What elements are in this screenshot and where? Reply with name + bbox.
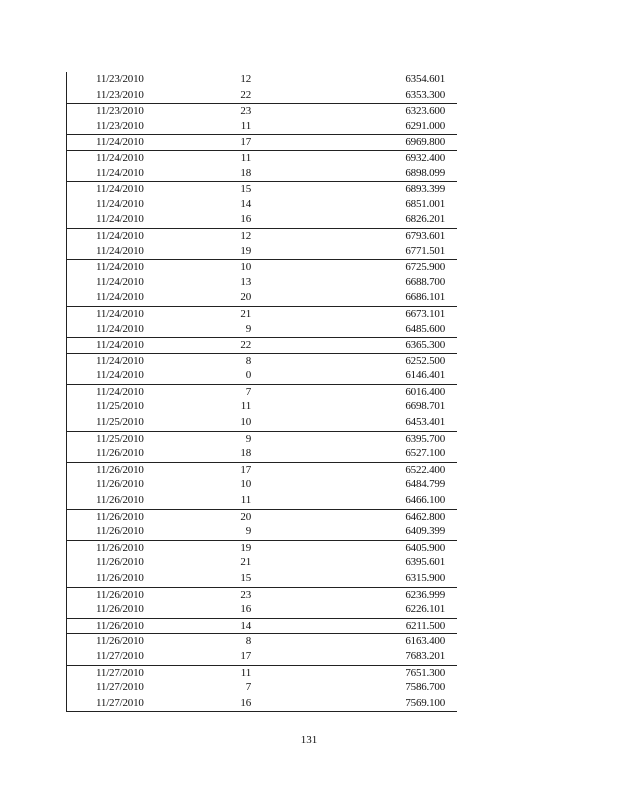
value-cell: 7586.700 <box>405 681 445 694</box>
value-cell: 6252.500 <box>405 354 445 367</box>
date-cell: 11/26/2010 <box>96 478 144 491</box>
hour-cell: 11 <box>240 151 251 164</box>
table-row <box>67 322 457 338</box>
hour-cell: 20 <box>240 291 251 304</box>
value-cell: 6016.400 <box>405 385 445 398</box>
table-row <box>67 399 457 415</box>
value-cell: 6226.101 <box>405 603 445 616</box>
value-cell: 6522.400 <box>405 463 445 476</box>
hour-cell: 10 <box>240 416 251 429</box>
value-cell: 6353.300 <box>405 88 445 101</box>
table-row <box>67 166 457 182</box>
date-cell: 11/26/2010 <box>96 494 144 507</box>
hour-cell: 10 <box>240 261 251 274</box>
table-row <box>67 602 457 618</box>
value-cell: 6462.800 <box>405 510 445 523</box>
value-cell: 6466.100 <box>405 494 445 507</box>
table-row <box>67 103 457 119</box>
date-cell: 11/24/2010 <box>96 166 144 179</box>
hour-cell: 11 <box>240 119 251 132</box>
date-cell: 11/24/2010 <box>96 261 144 274</box>
date-cell: 11/27/2010 <box>96 666 144 679</box>
date-cell: 11/26/2010 <box>96 635 144 648</box>
hour-cell: 17 <box>240 649 251 662</box>
table-row <box>67 119 457 135</box>
hour-cell: 0 <box>245 369 251 382</box>
value-cell: 6395.700 <box>405 432 445 445</box>
hour-cell: 17 <box>240 463 251 476</box>
date-cell: 11/26/2010 <box>96 603 144 616</box>
hour-cell: 21 <box>240 307 251 320</box>
date-cell: 11/24/2010 <box>96 244 144 257</box>
hour-cell: 17 <box>240 136 251 149</box>
value-cell: 6291.000 <box>405 119 445 132</box>
table-row <box>67 212 457 228</box>
table-row <box>67 462 457 478</box>
value-cell: 6485.600 <box>405 322 445 335</box>
table-row <box>67 618 457 634</box>
value-cell: 6484.799 <box>405 478 445 491</box>
value-cell: 6673.101 <box>405 307 445 320</box>
value-cell: 6236.999 <box>405 588 445 601</box>
table-row <box>67 181 457 197</box>
table-row <box>67 134 457 150</box>
hour-cell: 19 <box>240 244 251 257</box>
table-row <box>67 493 457 509</box>
date-cell: 11/26/2010 <box>96 525 144 538</box>
table-row <box>67 337 457 353</box>
data-table <box>66 72 457 712</box>
hour-cell: 23 <box>240 588 251 601</box>
value-cell: 6409.399 <box>405 525 445 538</box>
hour-cell: 14 <box>240 619 251 632</box>
table-row <box>67 555 457 571</box>
hour-cell: 18 <box>240 166 251 179</box>
table-row <box>67 197 457 213</box>
date-cell: 11/24/2010 <box>96 385 144 398</box>
value-cell: 6323.600 <box>405 105 445 118</box>
date-cell: 11/25/2010 <box>96 416 144 429</box>
date-cell: 11/24/2010 <box>96 275 144 288</box>
table-row <box>67 290 457 306</box>
date-cell: 11/24/2010 <box>96 136 144 149</box>
table-row <box>67 649 457 665</box>
table-row <box>67 353 457 369</box>
hour-cell: 16 <box>240 696 251 709</box>
table-row <box>67 228 457 244</box>
hour-cell: 18 <box>240 447 251 460</box>
date-cell: 11/24/2010 <box>96 213 144 226</box>
table-row <box>67 571 457 587</box>
value-cell: 6146.401 <box>405 369 445 382</box>
date-cell: 11/26/2010 <box>96 447 144 460</box>
table-row <box>67 384 457 400</box>
date-cell: 11/26/2010 <box>96 510 144 523</box>
date-cell: 11/24/2010 <box>96 229 144 242</box>
value-cell: 6211.500 <box>405 619 445 632</box>
table-row <box>67 446 457 462</box>
value-cell: 6395.601 <box>405 556 445 569</box>
value-cell: 6969.800 <box>405 136 445 149</box>
table-row <box>67 696 457 712</box>
value-cell: 6898.099 <box>405 166 445 179</box>
date-cell: 11/27/2010 <box>96 696 144 709</box>
value-cell: 6163.400 <box>405 635 445 648</box>
hour-cell: 7 <box>245 385 251 398</box>
hour-cell: 13 <box>240 275 251 288</box>
table-row <box>67 587 457 603</box>
date-cell: 11/27/2010 <box>96 681 144 694</box>
date-cell: 11/26/2010 <box>96 572 144 584</box>
hour-cell: 11 <box>240 400 251 413</box>
table-row <box>67 259 457 275</box>
hour-cell: 22 <box>240 339 251 352</box>
date-cell: 11/24/2010 <box>96 183 144 196</box>
table-row <box>67 524 457 540</box>
value-cell: 6893.399 <box>405 183 445 196</box>
table-row <box>67 680 457 696</box>
date-cell: 11/23/2010 <box>96 119 144 132</box>
hour-cell: 23 <box>240 105 251 118</box>
table-row <box>67 244 457 260</box>
value-cell: 6851.001 <box>405 197 445 210</box>
hour-cell: 8 <box>245 354 251 367</box>
value-cell: 6527.100 <box>405 447 445 460</box>
hour-cell: 15 <box>240 572 251 584</box>
table-row <box>67 509 457 525</box>
table-row <box>67 275 457 291</box>
table-row <box>67 150 457 166</box>
hour-cell: 11 <box>240 666 251 679</box>
hour-cell: 16 <box>240 603 251 616</box>
table-row <box>67 431 457 447</box>
hour-cell: 10 <box>240 478 251 491</box>
hour-cell: 16 <box>240 213 251 226</box>
table-row <box>67 88 457 104</box>
date-cell: 11/24/2010 <box>96 354 144 367</box>
date-cell: 11/24/2010 <box>96 307 144 320</box>
value-cell: 6725.900 <box>405 261 445 274</box>
hour-cell: 14 <box>240 197 251 210</box>
value-cell: 6405.900 <box>405 541 445 554</box>
value-cell: 6365.300 <box>405 339 445 352</box>
date-cell: 11/24/2010 <box>96 291 144 304</box>
table-row <box>67 72 457 88</box>
date-cell: 11/26/2010 <box>96 588 144 601</box>
value-cell: 7569.100 <box>405 696 445 709</box>
table-row <box>67 665 457 681</box>
value-cell: 6315.900 <box>405 572 445 584</box>
value-cell: 6453.401 <box>405 416 445 429</box>
date-cell: 11/25/2010 <box>96 432 144 445</box>
table-row <box>67 368 457 384</box>
date-cell: 11/24/2010 <box>96 322 144 335</box>
hour-cell: 19 <box>240 541 251 554</box>
page-number: 131 <box>300 734 318 746</box>
date-cell: 11/26/2010 <box>96 556 144 569</box>
hour-cell: 12 <box>240 229 251 242</box>
hour-cell: 9 <box>245 432 251 445</box>
hour-cell: 9 <box>245 525 251 538</box>
date-cell: 11/24/2010 <box>96 197 144 210</box>
value-cell: 7683.201 <box>405 649 445 662</box>
date-cell: 11/24/2010 <box>96 369 144 382</box>
hour-cell: 15 <box>240 183 251 196</box>
table-row <box>67 633 457 649</box>
hour-cell: 22 <box>240 88 251 101</box>
value-cell: 6826.201 <box>405 213 445 226</box>
value-cell: 6688.700 <box>405 275 445 288</box>
hour-cell: 21 <box>240 556 251 569</box>
hour-cell: 8 <box>245 635 251 648</box>
date-cell: 11/27/2010 <box>96 649 144 662</box>
date-cell: 11/26/2010 <box>96 541 144 554</box>
value-cell: 6793.601 <box>405 229 445 242</box>
value-cell: 6932.400 <box>405 151 445 164</box>
date-cell: 11/23/2010 <box>96 73 144 85</box>
date-cell: 11/24/2010 <box>96 151 144 164</box>
hour-cell: 11 <box>240 494 251 507</box>
date-cell: 11/23/2010 <box>96 88 144 101</box>
hour-cell: 9 <box>245 322 251 335</box>
date-cell: 11/26/2010 <box>96 619 144 632</box>
table-row <box>67 415 457 431</box>
value-cell: 7651.300 <box>405 666 445 679</box>
hour-cell: 20 <box>240 510 251 523</box>
hour-cell: 7 <box>245 681 251 694</box>
date-cell: 11/23/2010 <box>96 105 144 118</box>
hour-cell: 12 <box>240 73 251 85</box>
value-cell: 6354.601 <box>405 73 445 85</box>
date-cell: 11/24/2010 <box>96 339 144 352</box>
value-cell: 6686.101 <box>405 291 445 304</box>
value-cell: 6698.701 <box>405 400 445 413</box>
date-cell: 11/26/2010 <box>96 463 144 476</box>
table-row <box>67 540 457 556</box>
table-row <box>67 477 457 493</box>
table-row <box>67 306 457 322</box>
date-cell: 11/25/2010 <box>96 400 144 413</box>
value-cell: 6771.501 <box>405 244 445 257</box>
